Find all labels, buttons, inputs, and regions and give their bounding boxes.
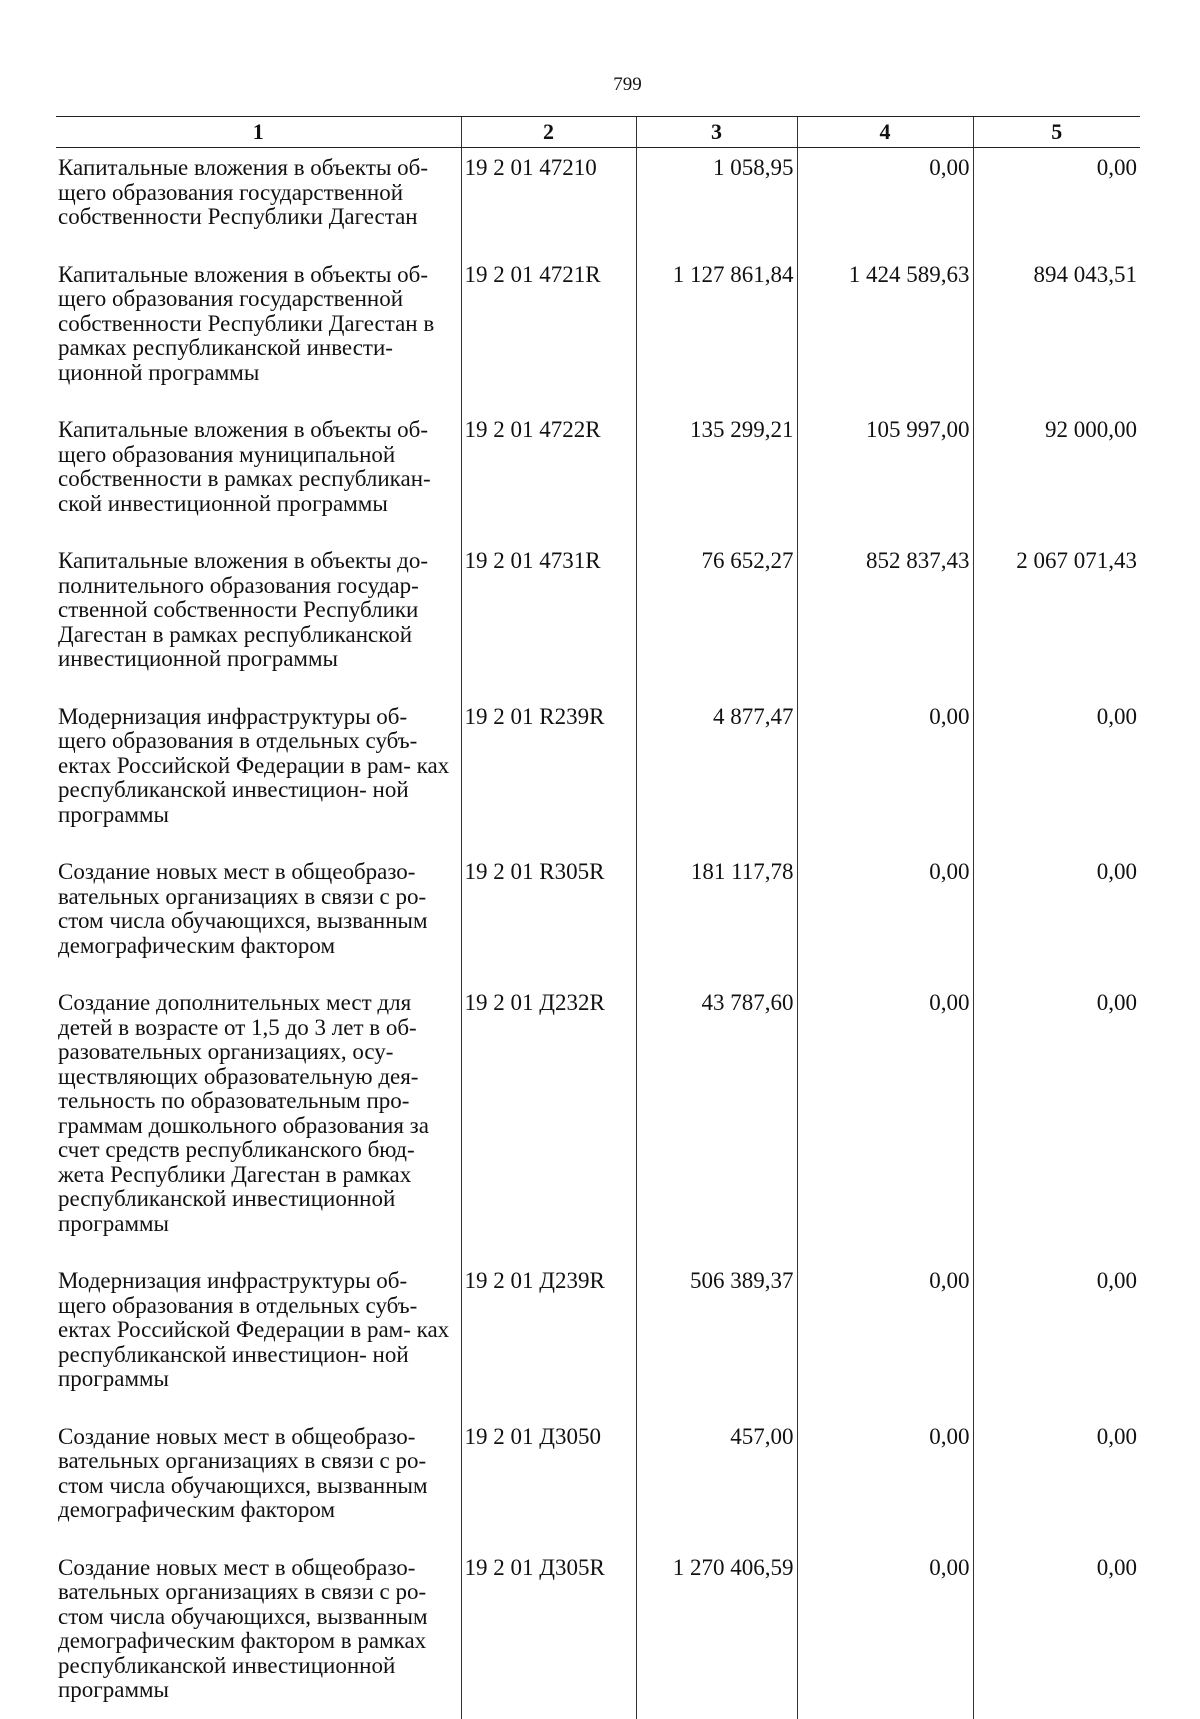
table-row bbox=[56, 251, 1140, 407]
cell-value-col4: 105 997,00 bbox=[797, 406, 973, 537]
cell-value-col4: 0,00 bbox=[797, 148, 973, 251]
cell-value-col5: 92 000,00 bbox=[973, 406, 1140, 537]
cell-value-col5: 0,00 bbox=[973, 693, 1140, 849]
cell-code: 19 2 01 Д3050 bbox=[461, 1413, 636, 1544]
cell-code: 19 2 01 Д305R bbox=[461, 1544, 636, 1719]
cell-name: Создание новых мест в общеобразо- вательных организациях в связи с ро- стом числа обучающихся, вызванным демографическим фактором bbox=[58, 859, 428, 958]
cell-value-col3: 135 299,21 bbox=[636, 406, 797, 537]
cell-value-col3: 1 270 406,59 bbox=[636, 1544, 797, 1719]
table-row bbox=[56, 848, 1140, 979]
cell-value-col3: 181 117,78 bbox=[636, 848, 797, 979]
cell-value-col4: 0,00 bbox=[797, 1257, 973, 1413]
cell-code: 19 2 01 4721R bbox=[461, 251, 636, 407]
table-row bbox=[56, 148, 1140, 251]
cell-name: Капитальные вложения в объекты до- полнительного образования государ- ственной собственности Республики Дагестан в рамках республиканской инвестиционной программы bbox=[58, 548, 429, 671]
table-row bbox=[56, 1413, 1140, 1544]
budget-table-container bbox=[56, 116, 1140, 1719]
cell-value-col3: 1 127 861,84 bbox=[636, 251, 797, 407]
header-row bbox=[56, 117, 1140, 148]
table-row bbox=[56, 406, 1140, 537]
cell-value-col4: 0,00 bbox=[797, 1413, 973, 1544]
table-row bbox=[56, 693, 1140, 849]
table-row bbox=[56, 1544, 1140, 1719]
cell-value-col5: 0,00 bbox=[973, 148, 1140, 251]
cell-value-col3: 4 877,47 bbox=[636, 693, 797, 849]
cell-value-col5: 0,00 bbox=[973, 979, 1140, 1257]
cell-name: Модернизация инфраструктуры об- щего образования в отдельных субъ- ектах Российской Федерации в рам- ках республиканской инвестицион- ной программы bbox=[58, 703, 450, 827]
cell-value-col5: 894 043,51 bbox=[973, 251, 1140, 407]
cell-code: 19 2 01 4722R bbox=[461, 406, 636, 537]
cell-code: 19 2 01 Д239R bbox=[461, 1257, 636, 1413]
cell-value-col3: 457,00 bbox=[636, 1413, 797, 1544]
cell-value-col5: 0,00 bbox=[973, 1544, 1140, 1719]
cell-value-col4: 0,00 bbox=[797, 979, 973, 1257]
cell-value-col5: 0,00 bbox=[973, 1257, 1140, 1413]
cell-name: Капитальные вложения в объекты об- щего образования государственной собственности Республики Дагестан bbox=[58, 155, 429, 229]
cell-value-col3: 76 652,27 bbox=[636, 537, 797, 693]
cell-name: Создание новых мест в общеобразо- вательных организациях в связи с ро- стом числа обучающихся, вызванным демографическим фактором bbox=[58, 1423, 428, 1522]
header-col-4: 4 bbox=[797, 117, 973, 148]
cell-value-col3: 43 787,60 bbox=[636, 979, 797, 1257]
cell-value-col5: 0,00 bbox=[973, 1413, 1140, 1544]
cell-code: 19 2 01 4731R bbox=[461, 537, 636, 693]
table-row bbox=[56, 979, 1140, 1257]
cell-value-col4: 0,00 bbox=[797, 1544, 973, 1719]
table-header bbox=[56, 117, 1140, 148]
cell-code: 19 2 01 Д232R bbox=[461, 979, 636, 1257]
cell-value-col5: 0,00 bbox=[973, 848, 1140, 979]
cell-value-col4: 1 424 589,63 bbox=[797, 251, 973, 407]
cell-code: 19 2 01 R305R bbox=[461, 848, 636, 979]
cell-name: Капитальные вложения в объекты об- щего образования государственной собственности Республики Дагестан в рамках республиканской инвести- ционной программы bbox=[58, 261, 435, 385]
cell-code: 19 2 01 R239R bbox=[461, 693, 636, 849]
page-number: 799 bbox=[613, 74, 642, 95]
header-col-1: 1 bbox=[56, 117, 461, 148]
cell-value-col4: 0,00 bbox=[797, 848, 973, 979]
cell-name: Создание новых мест в общеобразо- вательных организациях в связи с ро- стом числа обучающихся, вызванным демографическим фактором в рамках республиканской инвестиционной программы bbox=[58, 1554, 428, 1702]
cell-name: Создание дополнительных мест для детей в возрасте от 1,5 до 3 лет в об- разовательных организациях, осу- ществляющих образовательную дея- тельность по образовательным про- граммам дошкольного образования за счет средств республиканского бюд- жета Республики Дагестан в рамках республиканской инвестиционной программы bbox=[58, 990, 429, 1236]
table-row bbox=[56, 537, 1140, 693]
cell-value-col3: 1 058,95 bbox=[636, 148, 797, 251]
cell-value-col5: 2 067 071,43 bbox=[973, 537, 1140, 693]
budget-table bbox=[56, 116, 1140, 1719]
header-col-3: 3 bbox=[636, 117, 797, 148]
header-col-5: 5 bbox=[973, 117, 1140, 148]
cell-value-col4: 0,00 bbox=[797, 693, 973, 849]
header-col-2: 2 bbox=[461, 117, 636, 148]
table-row bbox=[56, 1257, 1140, 1413]
table-body bbox=[56, 148, 1140, 1719]
cell-code: 19 2 01 47210 bbox=[461, 148, 636, 251]
cell-name: Капитальные вложения в объекты об- щего образования муниципальной собственности в рамках республикан- ской инвестиционной программы bbox=[58, 417, 431, 516]
cell-value-col3: 506 389,37 bbox=[636, 1257, 797, 1413]
cell-value-col4: 852 837,43 bbox=[797, 537, 973, 693]
cell-name: Модернизация инфраструктуры об- щего образования в отдельных субъ- ектах Российской Федерации в рам- ках республиканской инвестицион- ной программы bbox=[58, 1268, 450, 1391]
